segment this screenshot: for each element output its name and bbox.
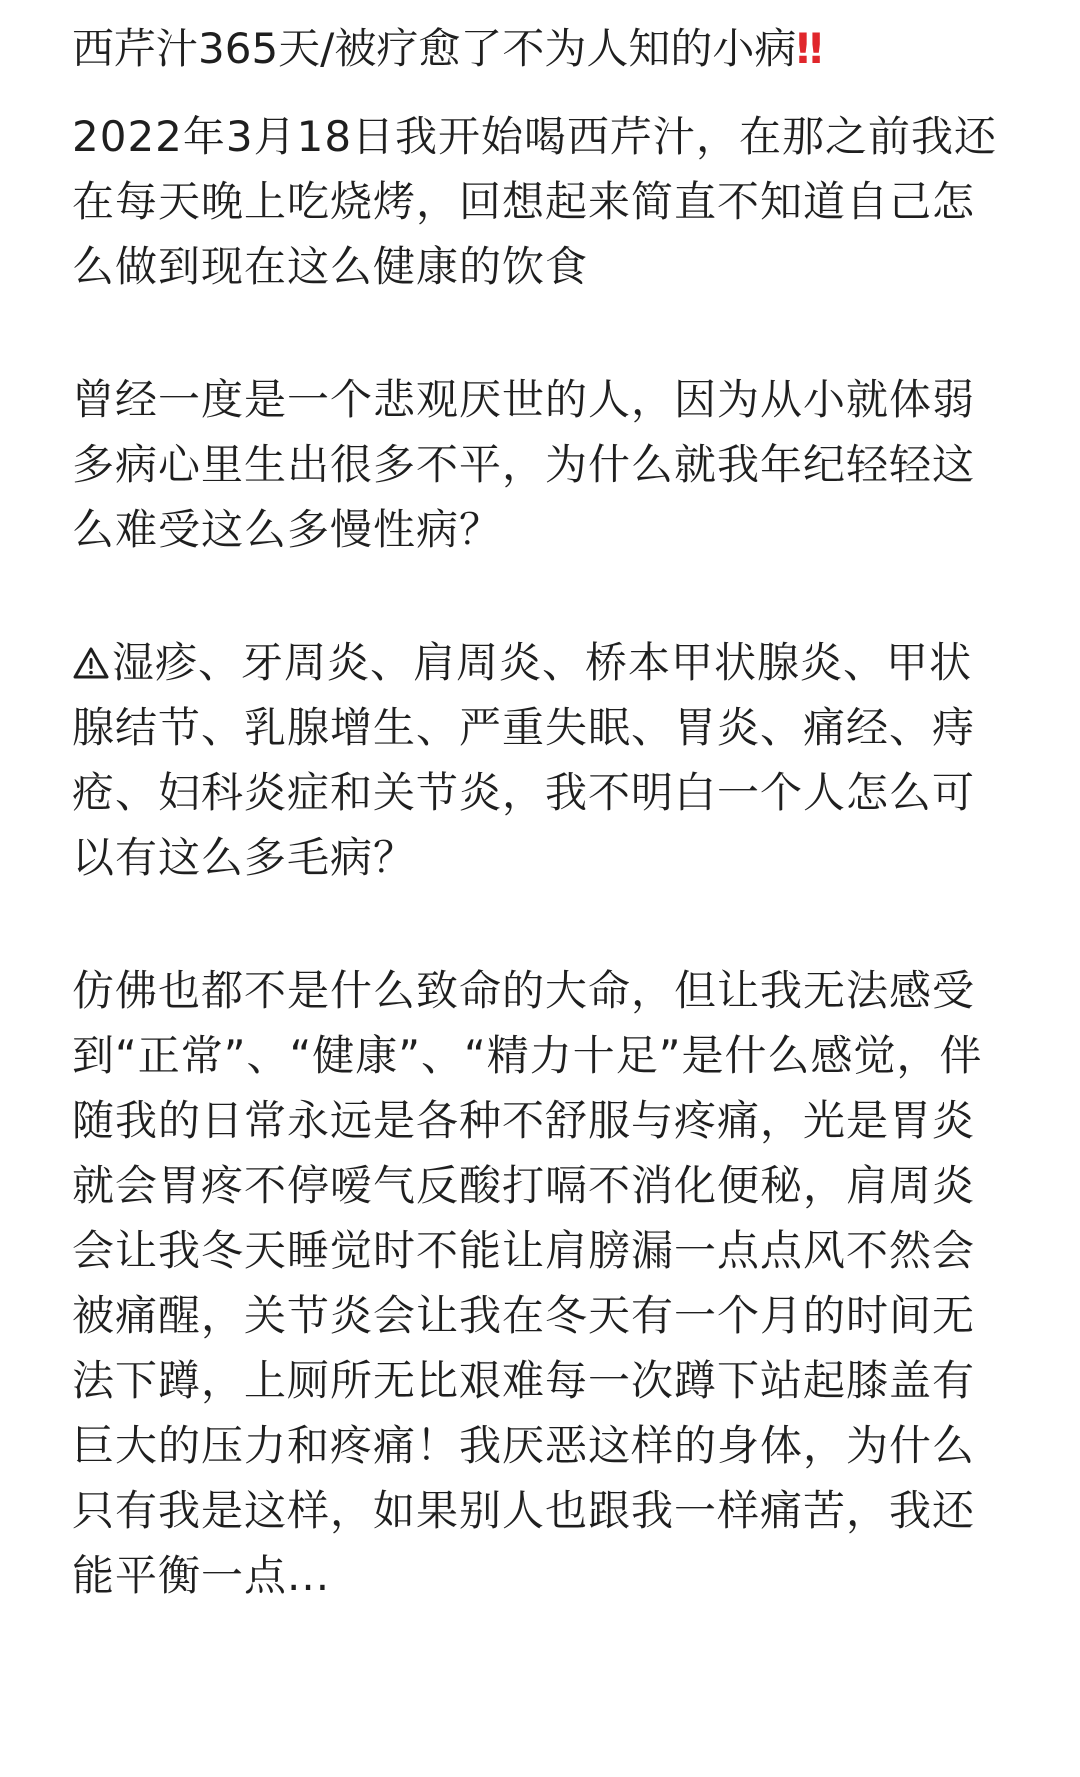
paragraph-text: 湿疹、牙周炎、肩周炎、桥本甲状腺炎、甲状腺结节、乳腺增生、严重失眠、胃炎、痛经、痔疮、妇科炎症和关节炎，我不明白一个人怎么可以有这么多毛病？ bbox=[72, 638, 976, 882]
paragraph-illness-list bbox=[72, 630, 1012, 890]
paragraph-intro bbox=[72, 104, 1012, 299]
double-exclamation-icon: ‼ bbox=[796, 24, 819, 73]
post-title bbox=[72, 14, 1012, 84]
paragraph-text: 曾经一度是一个悲观厌世的人，因为从小就体弱多病心里生出很多不平，为什么就我年纪轻轻这么难受这么多慢性病？ bbox=[72, 375, 976, 554]
paragraph-background bbox=[72, 367, 1012, 562]
post-body bbox=[72, 14, 1012, 1608]
paragraph-text: 仿佛也都不是什么致命的大命，但让我无法感受到“正常”、“健康”、“精力十足”是什么感觉，伴随我的日常永远是各种不舒服与疼痛，光是胃炎就会胃疼不停嗳气反酸打嗝不消化便秘，肩周炎会让我冬天睡觉时不能让肩膀漏一点点风不然会被痛醒，关节炎会让我在冬天有一个月的时间无法下蹲，上厕所无比艰难每一次蹲下站起膝盖有巨大的压力和疼痛！我厌恶这样的身体，为什么只有我是这样，如果别人也跟我一样痛苦，我还能平衡一点... bbox=[72, 966, 983, 1600]
post-title-text: 西芹汁365天/被疗愈了不为人知的小病 bbox=[72, 24, 797, 73]
paragraph-symptoms bbox=[72, 958, 1012, 1608]
warning-icon bbox=[72, 646, 110, 680]
paragraph-text: 2022年3月18日我开始喝西芹汁，在那之前我还在每天晚上吃烧烤，回想起来简直不知道自己怎么做到现在这么健康的饮食 bbox=[72, 112, 998, 291]
